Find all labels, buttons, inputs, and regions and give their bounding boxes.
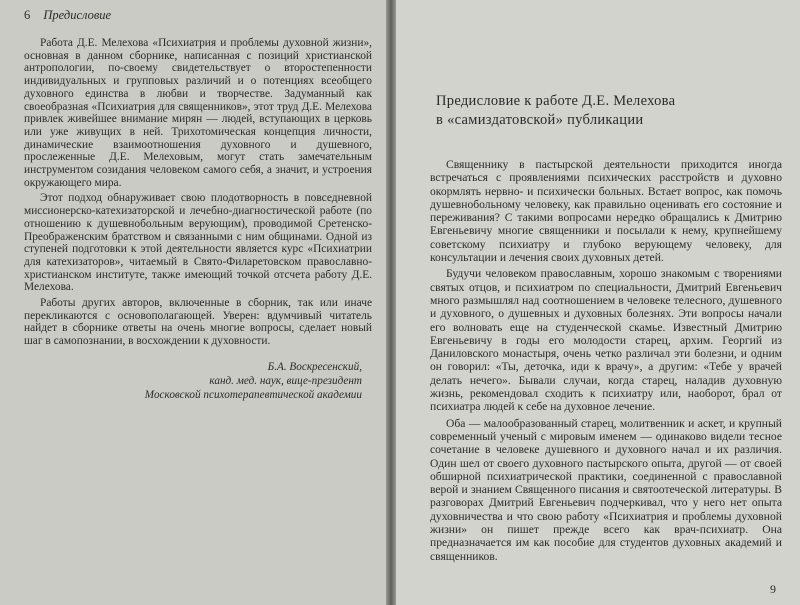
signature-affiliation: Московской психотерапевтической академии xyxy=(144,388,362,401)
left-page xyxy=(0,0,386,605)
section-heading xyxy=(430,92,782,130)
paragraph: Оба — малообразованный старец, молитвенник и аскет, и крупный современный ученый с мировым именем — одинаково видели тесное сочетание в человеке душевного и духовного начал и их различия. Один шел от своего духовного пастырского опыта, другой — от своей обширной психиатрической практики, соединенной с православной верой и знанием Священного писания и святоотеческой литературы. В разговорах Дмитрий Евгеньевич подчеркивал, что у него нет опыта духовничества и что свою работу «Психиатрия и проблемы духовной жизни» он пишет прежде всего как врач-психиатр. Она предназначается им как пособие для студентов духовных академий и священников. xyxy=(430,416,782,563)
running-head xyxy=(24,8,372,23)
paragraph: Этот подход обнаруживает свою плодотворность в повседневной миссионерско-катехизаторской и лечебно-диагностической работе (по отношению к душевнобольным верующим), проводимой Сретенско-Преображенским братством и связанными с ним общинами. Одной из ступеней подготовки к этой деятельности является курс «Психиатрии для катехизаторов», читаемый в Свято-Филаретовском православно-христианском институте, также имеющий точкой отсчета работу Д.Е. Мелехова. xyxy=(24,192,372,294)
page-number-right: 9 xyxy=(770,582,776,596)
paragraph: Работа Д.Е. Мелехова «Психиатрия и проблемы духовной жизни», основная в данном сборнике, написанная с позиций христианской антропологии, по-своему свидетельствует о второстепенности индивидуальных и групповых различий и о потенциях всеобщего духовного единства в любви и творчестве. Задуманный как своеобразная «Психиатрия для священников», этот труд Д.Е. Мелехова привлек живейшее внимание мирян — людей, вступающих в церковь или уже живущих в ней. Трихотомическая концепция личности, динамические взаимоотношения духовного и душевного, прослеженные Д.Е. Мелеховым, могут стать замечательным инструментом созидания человеком самого себя, а значит, и устроения окружающего мира. xyxy=(24,37,372,189)
running-title: Предисловие xyxy=(43,8,112,22)
book-gutter xyxy=(386,0,396,605)
right-page xyxy=(396,0,800,605)
signature-degree: канд. мед. наук, вице-президент xyxy=(209,374,362,387)
paragraph: Работы других авторов, включенные в сборник, так или иначе перекликаются с основополагающей. Уверен: вдумчивый читатель найдет в сборнике ответы на очень многие вопросы, сделает новый шаг в самопознании, в восхождении к духовности. xyxy=(24,297,372,348)
heading-line-1: Предисловие к работе Д.Е. Мелехова xyxy=(436,93,676,109)
author-signature xyxy=(24,360,372,402)
paragraph: Священнику в пастырской деятельности приходится иногда встречаться с проявлениями психических расстройств и духовно окормлять нервно- и психически больных. Встает вопрос, как помочь душевнобольному человеку, как правильно оценивать его состояние и переживания? С такими вопросами нередко обращались к Дмитрию Евгеньевичу многие священники и посылали к нему, крупнейшему советскому психиатру и глубоко верующему человеку, для консультации и лечения своих духовных детей. xyxy=(430,158,782,265)
signature-name: Б.А. Воскресенский, xyxy=(267,360,362,373)
page-number-left: 6 xyxy=(24,8,31,22)
paragraph: Будучи человеком православным, хорошо знакомым с творениями святых отцов, и психиатром по специальности, Дмитрий Евгеньевич много размышлял над соотношением в человеке телесного, душевного и духовного, о душевных и духовных болезнях. Эти вопросы начали его волновать еще на студенческой скамье. Известный Дмитрию Евгеньевичу в годы его молодости старец, архим. Георгий из Даниловского монастыря, очень четко различал эти болезни, и одним он говорил: «Ты, деточка, иди к врачу», а другим: «Тебе у врачей делать нечего». Бывали случаи, когда старец, наладив духовную жизнь, рекомендовал сходить к психиатру или, наоборот, брал от психиатра людей к себе на духовное лечение. xyxy=(430,267,782,414)
heading-line-2: в «самиздатовской» публикации xyxy=(436,112,644,128)
